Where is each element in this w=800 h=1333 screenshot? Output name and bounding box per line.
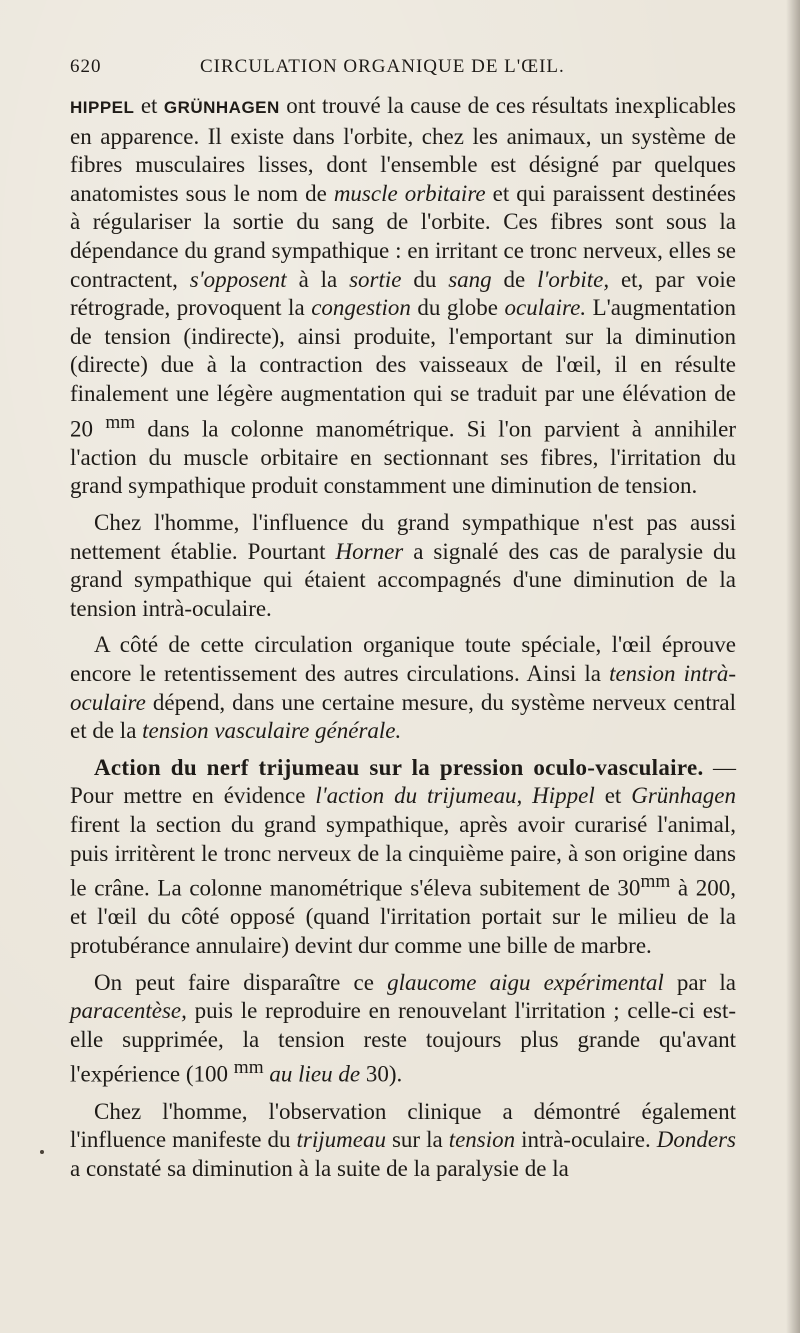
running-head xyxy=(70,56,736,86)
italic-term: tension xyxy=(448,1127,516,1153)
margin-dot xyxy=(40,1150,44,1154)
italic-term: muscle orbitaire xyxy=(333,180,486,206)
italic-term: trijumeau xyxy=(296,1127,386,1153)
author-name: GRÜNHAGEN xyxy=(163,98,280,117)
italic-term: paracentèse, xyxy=(70,998,187,1024)
italic-term: tension vasculaire générale. xyxy=(142,718,402,744)
unit-mm: mm xyxy=(105,411,136,433)
paragraph-observation-clinique: Chez l'homme, l'observation clinique a démontré également l'influence manifeste du trijumeau sur la tension intrà-oculaire. Donders a constaté sa diminution à la suite de la paralysie de la xyxy=(70,1098,736,1181)
italic-term: l'action du trijumeau, xyxy=(315,783,523,809)
author-name: HIPPEL xyxy=(70,98,135,117)
italic-term: au lieu de xyxy=(269,1061,361,1087)
italic-term: l'orbite, xyxy=(537,266,610,292)
italic-term: s'opposent xyxy=(189,266,287,292)
page-edge-shadow xyxy=(786,0,800,1333)
italic-term: tension intrà-oculaire xyxy=(70,660,736,715)
page-number: 620 xyxy=(70,56,102,77)
italic-term: congestion xyxy=(311,295,411,321)
paragraph-a-cote: A côté de cette circulation organique toute spéciale, l'œil éprouve encore le retentissement des autres circulations. Ainsi la tension intrà-oculaire dépend, dans une certaine mesure, du système nerveux central et de la tension vasculaire générale. xyxy=(70,632,736,744)
paragraph-glaucome: On peut faire disparaître ce glaucome aigu expérimental par la paracentèse, puis le reproduire en renouvelant l'irritation ; celle-ci est-elle supprimée, la tension reste toujours plus grande qu'avant l'expérience (100 $^{mm}$ au lieu de 30). xyxy=(70,969,736,1087)
paragraph-trijumeau: Action du nerf trijumeau sur la pression oculo-vasculaire. — Pour mettre en évidence l'action du trijumeau, Hippel et Grünhagen firent la section du grand sympathique, après avoir curarisé l'animal, puis irritèrent le tronc nerveux de la cinquième paire, à son origine dans le crâne. La colonne manométrique s'éleva subitement de $30^{mm}$ à 200, et l'œil du côté opposé (quand l'irritation portait sur le milieu de la protubérance annulaire) devint dur comme une bille de marbre. xyxy=(70,754,737,958)
italic-term: sang xyxy=(448,266,492,292)
italic-author: Horner xyxy=(335,538,404,564)
chapter-title: CIRCULATION ORGANIQUE DE L'ŒIL. xyxy=(200,56,565,77)
unit-mm: mm xyxy=(233,1057,264,1079)
paragraph-hippel-grunhagen: HIPPEL et GRÜNHAGEN ont trouvé la cause de ces résultats inexplicables en apparence. Il existe dans l'orbite, chez les animaux, un système de fibres musculaires lisses, dont l'ensemble est désigné par quelques anatomistes sous le nom de muscle orbitaire et qui paraissent destinées à régulariser la sortie du sang de l'orbite. Ces fibres sont sous la dépendance du grand sympathique : en irritant ce tronc nerveux, elles se contractent, s'opposent à la sortie du sang de l'orbite, et, par voie rétrograde, provoquent la congestion du globe oculaire. L'augmentation de tension (indirecte), ainsi produite, l'emportant sur la diminution (directe) due à la contraction des vaisseaux de l'œil, il en résulte finalement une légère augmentation qui se traduit par une élévation de 20 $^{mm}$ dans la colonne manométrique. Si l'on parvient à annihiler l'action du muscle orbitaire en sectionnant ses fibres, l'irritation du grand sympathique produit constamment une diminution de tension. xyxy=(70,93,737,499)
italic-term: sortie xyxy=(349,266,402,292)
section-heading: Action du nerf trijumeau sur la pression oculo-vasculaire. xyxy=(94,754,704,780)
italic-term: oculaire. xyxy=(504,295,587,321)
italic-author: Donders xyxy=(656,1127,736,1153)
paragraph-chez-l-homme: Chez l'homme, l'influence du grand sympathique n'est pas aussi nettement établie. Pourtant Horner a signalé des cas de paralysie du grand sympathique qui étaient accompagnés d'une diminution de la tension intrà-oculaire. xyxy=(70,509,737,621)
unit-mm: mm xyxy=(640,871,671,893)
italic-term: glaucome aigu expérimental xyxy=(387,969,664,995)
italic-author: Hippel xyxy=(532,783,595,809)
italic-author: Grünhagen xyxy=(631,783,737,809)
